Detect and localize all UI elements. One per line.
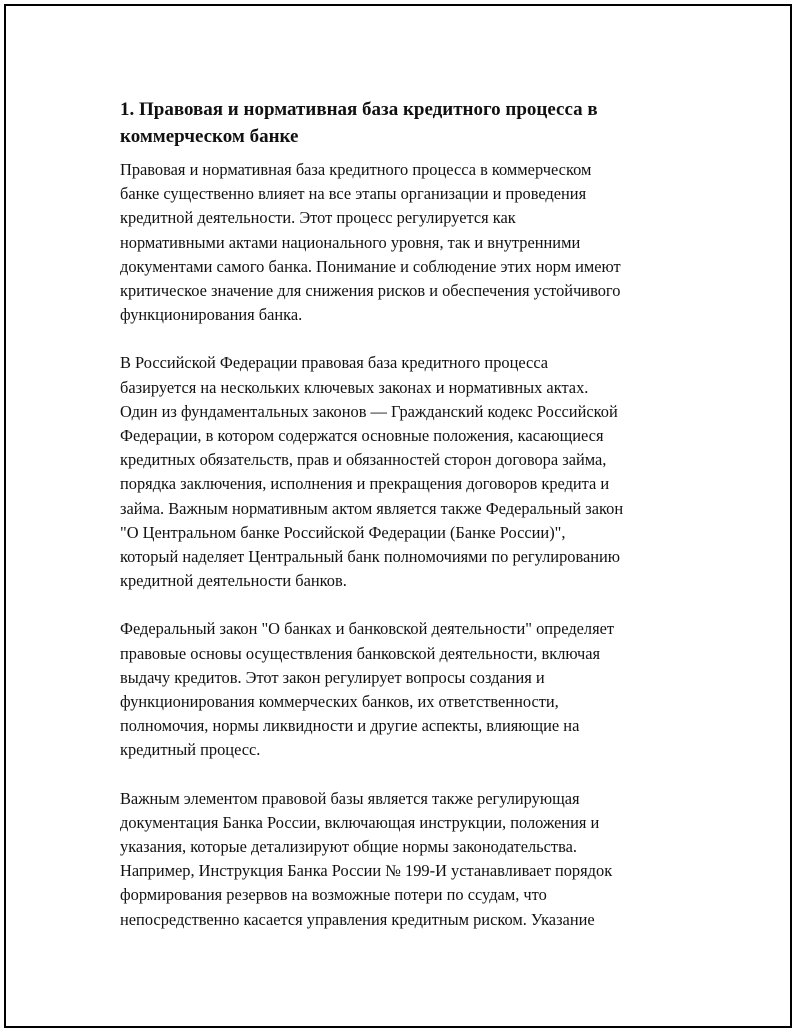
paragraph-line: Например, Инструкция Банка России № 199-И устанавливает порядок <box>120 861 613 881</box>
paragraph-line: документация Банка России, включающая инструкции, положения и <box>120 812 600 832</box>
paragraph-line: В Российской Федерации правовая база кредитного процесса <box>120 353 549 373</box>
paragraph-line: указания, которые детализируют общие нормы законодательства. <box>120 837 577 857</box>
paragraph-gap <box>120 593 680 617</box>
paragraph-gap <box>120 327 680 351</box>
paragraph-2 <box>120 351 680 593</box>
paragraph-line: Один из фундаментальных законов — Гражданский кодекс Российской <box>120 401 618 421</box>
paragraph-line: нормативными актами национального уровня, так и внутренними <box>120 232 581 252</box>
paragraph-line: кредитных обязательств, прав и обязанностей сторон договора займа, <box>120 450 607 470</box>
paragraph-line: правовые основы осуществления банковской деятельности, включая <box>120 643 601 663</box>
paragraph-gap <box>120 763 680 787</box>
paragraph-line: Федерации, в котором содержатся основные положения, касающиеся <box>120 426 604 446</box>
paragraph-line: банке существенно влияет на все этапы организации и проведения <box>120 184 587 204</box>
document-content <box>120 96 680 932</box>
paragraph-line: Федеральный закон "О банках и банковской деятельности" определяет <box>120 619 615 639</box>
paragraph-line: документами самого банка. Понимание и соблюдение этих норм имеют <box>120 256 621 276</box>
paragraph-line: формирования резервов на возможные потери по ссудам, что <box>120 885 547 905</box>
paragraph-line: кредитный процесс. <box>120 740 261 760</box>
paragraph-line: Правовая и нормативная база кредитного процесса в коммерческом <box>120 160 592 179</box>
paragraph-line: Важным элементом правовой базы является также регулирующая <box>120 788 580 808</box>
paragraph-line: функционирования коммерческих банков, их ответственности, <box>120 692 559 712</box>
paragraph-line: выдачу кредитов. Этот закон регулирует вопросы создания и <box>120 667 545 687</box>
paragraph-line: базируется на нескольких ключевых законах и нормативных актах. <box>120 377 589 397</box>
paragraph-line: порядка заключения, исполнения и прекращения договоров кредита и <box>120 474 610 494</box>
section-title: 1. Правовая и нормативная база кредитного процесса в коммерческом банке <box>120 99 598 147</box>
paragraph-3 <box>120 617 680 762</box>
paragraph-line: функционирования банка. <box>120 305 303 325</box>
paragraph-line: займа. Важным нормативным актом является также Федеральный закон <box>120 498 624 518</box>
paragraph-line: полномочия, нормы ликвидности и другие аспекты, влияющие на <box>120 716 580 736</box>
paragraph-line: непосредственно касается управления кредитным риском. Указание <box>120 909 595 929</box>
paragraph-4 <box>120 787 680 932</box>
paragraph-line: который наделяет Центральный банк полномочиями по регулированию <box>120 547 621 567</box>
document-page <box>4 4 792 1028</box>
paragraph-line: кредитной деятельности банков. <box>120 571 347 591</box>
paragraph-line: "О Центральном банке Российской Федерации (Банке России)", <box>120 522 566 542</box>
paragraph-1 <box>120 158 680 327</box>
paragraph-line: кредитной деятельности. Этот процесс регулируется как <box>120 208 516 228</box>
paragraph-line: критическое значение для снижения рисков и обеспечения устойчивого <box>120 281 621 301</box>
